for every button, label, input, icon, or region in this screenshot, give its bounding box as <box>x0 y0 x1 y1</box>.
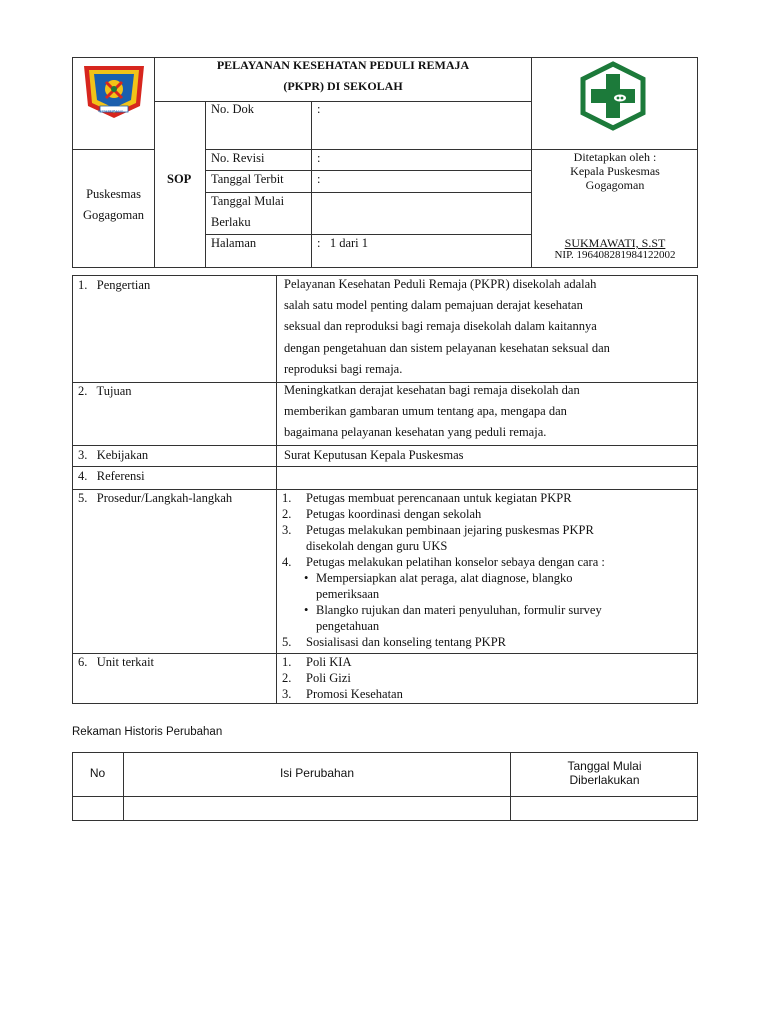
tujuan-line: Meningkatkan derajat kesehatan bagi remaja disekolah dan <box>284 383 580 397</box>
list-item: 2. Poli Gizi <box>282 671 351 685</box>
approver-nip: NIP. 196408281984122002 <box>554 249 676 261</box>
pengertian-line: seksual dan reproduksi bagi remaja disekolah dalam kaitannya <box>284 319 597 334</box>
section-label-prosedur: 5. Prosedur/Langkah-langkah <box>78 491 233 505</box>
list-item: 2. Petugas koordinasi dengan sekolah <box>282 507 482 521</box>
field-value-halaman: : 1 dari 1 <box>317 236 369 250</box>
section-content-pengertian <box>284 274 694 380</box>
history-header-date-line2: Diberlakukan <box>569 773 640 787</box>
history-caption: Rekaman Historis Perubahan <box>72 726 223 738</box>
field-label-tanggal-mulai-line2: Berlaku <box>211 215 251 229</box>
document-title-line1: PELAYANAN KESEHATAN PEDULI REMAJA <box>216 58 470 72</box>
section-content-tujuan <box>284 380 694 444</box>
approval-line3: Gogagoman <box>585 178 645 192</box>
list-item: 1. Poli KIA <box>282 655 352 669</box>
sop-label: SOP <box>167 172 192 186</box>
field-label-no-revisi: No. Revisi <box>211 151 265 165</box>
list-item: 3. Petugas melakukan pembinaan jejaring puskesmas PKPR disekolah dengan guru UKS <box>282 523 594 553</box>
procedure-sub-list <box>282 570 694 634</box>
organization-name-line1: Puskesmas <box>86 187 141 201</box>
field-value-no-revisi: : <box>317 151 321 165</box>
field-label-no-dok: No. Dok <box>211 102 255 116</box>
list-item: 3. Promosi Kesehatan <box>282 687 403 701</box>
list-item: 1. Petugas membuat perencanaan untuk kegiatan PKPR <box>282 491 572 505</box>
list-item: • Mempersiapkan alat peraga, alat diagnose, blangko pemeriksaan <box>304 571 573 601</box>
pengertian-line: Pelayanan Kesehatan Peduli Remaja (PKPR) disekolah adalah <box>284 277 597 291</box>
field-label-tanggal-mulai-line1: Tanggal Mulai <box>211 194 285 208</box>
section-content-kebijakan: Surat Keputusan Kepala Puskesmas <box>284 448 464 462</box>
related-units-list <box>282 654 694 702</box>
field-label-halaman: Halaman <box>211 236 257 250</box>
approver-name: SUKMAWATI, S.ST <box>564 236 666 250</box>
logo-caption: KOTAMOBAGU <box>98 109 123 113</box>
pengertian-line: reproduksi bagi remaja. <box>284 361 403 376</box>
section-label-referensi: 4. Referensi <box>78 469 145 483</box>
list-item: 4. Petugas melakukan pelatihan konselor sebaya dengan cara : • Mempersiapkan alat peraga, alat diagnose, blangko pemeriksaan • Blangko rujukan dan materi penyuluhan, formulir survey pengetahuan <box>282 554 694 634</box>
list-item: 5. Sosialisasi dan konseling tentang PKPR <box>282 635 506 649</box>
field-label-tanggal-terbit: Tanggal Terbit <box>211 172 284 186</box>
puskesmas-logo-icon <box>576 61 650 131</box>
field-value-no-dok: : <box>317 102 321 116</box>
approval-line1: Ditetapkan oleh : <box>573 150 657 164</box>
section-label-unit-terkait: 6. Unit terkait <box>78 655 155 669</box>
history-header-change: Isi Perubahan <box>279 766 355 780</box>
history-header-no: No <box>89 766 106 780</box>
approval-line2: Kepala Puskesmas <box>570 164 660 178</box>
organization-name-line2: Gogagoman <box>82 208 145 222</box>
tujuan-line: memberikan gambaran umum tentang apa, mengapa dan <box>284 404 567 419</box>
pengertian-line: dengan pengetahuan dan sistem pelayanan kesehatan seksual dan <box>284 340 610 355</box>
section-label-kebijakan: 3. Kebijakan <box>78 448 149 462</box>
history-header-date-line1: Tanggal Mulai <box>567 759 642 773</box>
document-title-line2: (PKPR) DI SEKOLAH <box>283 79 403 93</box>
section-label-pengertian: 1. Pengertian <box>78 278 151 292</box>
field-value-tanggal-terbit: : <box>317 172 321 186</box>
section-label-tujuan: 2. Tujuan <box>78 384 132 398</box>
tujuan-line: bagaimana pelayanan kesehatan yang peduli remaja. <box>284 425 547 440</box>
list-item: • Blangko rujukan dan materi penyuluhan, formulir survey pengetahuan <box>304 603 602 633</box>
pengertian-line: salah satu model penting dalam pemajuan derajat kesehatan <box>284 298 583 313</box>
procedure-steps-list <box>282 490 694 650</box>
